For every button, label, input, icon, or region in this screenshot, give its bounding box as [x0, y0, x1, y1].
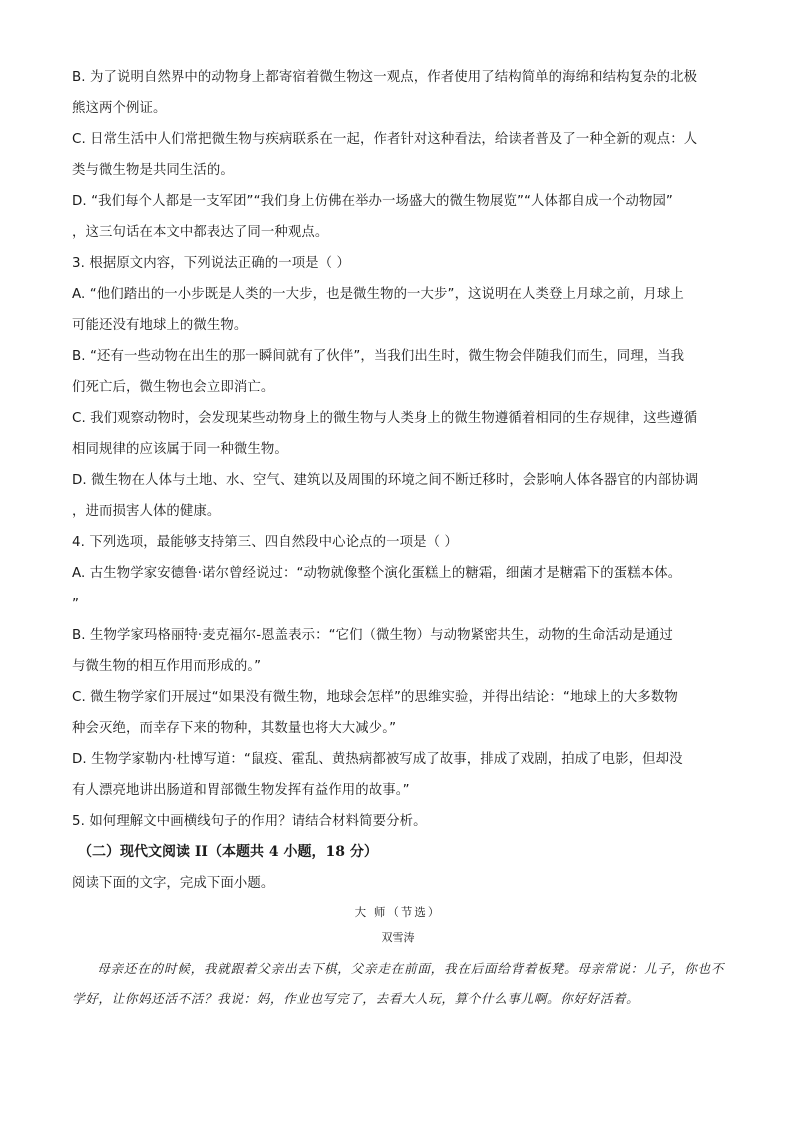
instruction: 阅读下面的文字，完成下面小题。: [72, 876, 275, 891]
text-line: 可能还没有地球上的微生物。: [72, 318, 248, 333]
text-line: ”: [72, 597, 80, 612]
document-page: [72, 62, 724, 1014]
text-line: ，这三句话在本文中都表达了同一种观点。: [72, 225, 329, 240]
story-title: 大 师（节选）: [354, 905, 442, 919]
text-line: 有人漂亮地讲出肠道和胃部微生物发挥有益作用的故事。”: [72, 783, 410, 798]
text-line: D. 生物学家勒内·杜博写道：“鼠疫、霍乱、黄热病都被写成了故事，排成了戏剧，拍成了电影，但却没: [72, 752, 683, 767]
text-line: C. 微生物学家们开展过“如果没有微生物，地球会怎样”的思维实验，并得出结论：“地球上的大多数物: [72, 690, 678, 705]
text-line: C. 我们观察动物时，会发现某些动物身上的微生物与人类身上的微生物遵循着相同的生存规律，这些遵循: [72, 411, 698, 426]
text-line: A. 古生物学家安德鲁·诺尔曾经说过：“动物就像整个演化蛋糕上的糖霜，细菌才是糖霜下的蛋糕本体。: [72, 566, 682, 581]
text-line: C. 日常生活中人们常把微生物与疾病联系在一起，作者针对这种看法，给读者普及了一种全新的观点：人: [72, 132, 698, 147]
question-5: 5. 如何理解文中画横线句子的作用？请结合材料简要分析。: [72, 814, 427, 829]
text-line: 与微生物的相互作用而形成的。”: [72, 659, 262, 674]
text-line: 种会灭绝，而幸存下来的物种，其数量也将大大减少。”: [72, 721, 397, 736]
story-author: 双雪涛: [381, 931, 415, 944]
question-text: [72, 62, 724, 837]
text-line: D. 微生物在人体与土地、水、空气、建筑以及周围的环境之间不断迁移时，会影响人体各器官的内部协调: [72, 473, 699, 488]
question-3: 3. 根据原文内容，下列说法正确的一项是（ ）: [72, 256, 351, 271]
text-line: B. “还有一些动物在出生的那一瞬间就有了伙伴”，当我们出生时，微生物会伴随我们而生，同理，当我: [72, 349, 685, 364]
story-paragraph: 母亲还在的时候，我就跟着父亲出去下棋，父亲走在前面，我在后面给背着板凳。母亲常说：儿子，你也不学好，让你妈还活不活？我说：妈，作业也写完了，去看大人玩，算个什么事儿啊。你好好活着。: [72, 961, 724, 1006]
text-line: 类与微生物是共同生活的。: [72, 163, 234, 178]
text-line: 相同规律的应该属于同一种微生物。: [72, 442, 288, 457]
text-line: 们死亡后，微生物也会立即消亡。: [72, 380, 275, 395]
text-line: B. 为了说明自然界中的动物身上都寄宿着微生物这一观点，作者使用了结构简单的海绵和结构复杂的北极: [72, 70, 698, 85]
text-line: ，进而损害人体的健康。: [72, 504, 221, 519]
section-heading: （二）现代文阅读 II（本题共 4 小题，18 分）: [78, 844, 378, 860]
text-line: 熊这两个例证。: [72, 101, 167, 116]
question-4: 4. 下列选项，最能够支持第三、四自然段中心论点的一项是（ ）: [72, 535, 458, 550]
text-line: D. “我们每个人都是一支军团”“我们身上仿佛在举办一场盛大的微生物展览”“人体都自成一个动物园”: [72, 194, 673, 209]
text-line: B. 生物学家玛格丽特·麦克福尔-恩盖表示：“它们（微生物）与动物紧密共生，动物的生命活动是通过: [72, 628, 673, 643]
text-line: A. “他们踏出的一小步既是人类的一大步，也是微生物的一大步”，这说明在人类登上月球之前，月球上: [72, 287, 684, 302]
